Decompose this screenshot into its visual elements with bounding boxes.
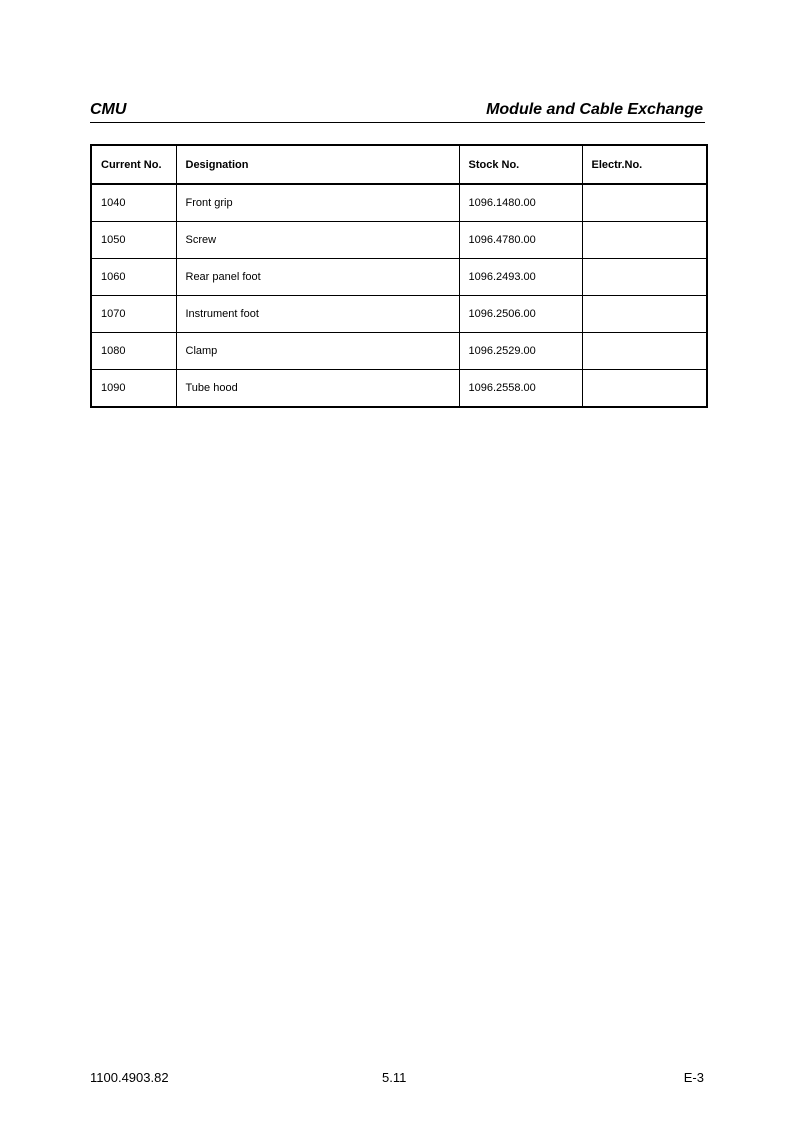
cell-electr-no <box>582 333 707 370</box>
table-row <box>91 370 707 408</box>
cell-electr-no <box>582 222 707 259</box>
table-header-row <box>91 145 707 184</box>
column-header-current-no: Current No. <box>91 145 176 184</box>
cell-designation: Screw <box>176 222 459 259</box>
cell-stock-no: 1096.1480.00 <box>459 184 582 222</box>
header-section-title: Module and Cable Exchange <box>486 101 703 118</box>
table-row <box>91 333 707 370</box>
cell-designation: Instrument foot <box>176 296 459 333</box>
cell-designation: Rear panel foot <box>176 259 459 296</box>
cell-current-no: 1050 <box>91 222 176 259</box>
table-row <box>91 259 707 296</box>
column-header-electr-no: Electr.No. <box>582 145 707 184</box>
cell-electr-no <box>582 184 707 222</box>
cell-stock-no: 1096.4780.00 <box>459 222 582 259</box>
cell-stock-no: 1096.2529.00 <box>459 333 582 370</box>
cell-electr-no <box>582 296 707 333</box>
page-header <box>90 100 705 123</box>
cell-current-no: 1060 <box>91 259 176 296</box>
table-row <box>91 296 707 333</box>
cell-current-no: 1090 <box>91 370 176 408</box>
column-header-stock-no: Stock No. <box>459 145 582 184</box>
cell-stock-no: 1096.2558.00 <box>459 370 582 408</box>
header-product-name: CMU <box>90 101 127 118</box>
revision-number: 5.11 <box>382 1070 407 1085</box>
column-header-designation: Designation <box>176 145 459 184</box>
cell-designation: Clamp <box>176 333 459 370</box>
document-number: 1100.4903.82 <box>90 1070 169 1085</box>
page-footer <box>90 1070 704 1086</box>
cell-current-no: 1070 <box>91 296 176 333</box>
cell-designation: Front grip <box>176 184 459 222</box>
table-row <box>91 184 707 222</box>
cell-stock-no: 1096.2493.00 <box>459 259 582 296</box>
cell-current-no: 1080 <box>91 333 176 370</box>
parts-table <box>90 144 708 408</box>
table-row <box>91 222 707 259</box>
cell-electr-no <box>582 259 707 296</box>
cell-current-no: 1040 <box>91 184 176 222</box>
cell-stock-no: 1096.2506.00 <box>459 296 582 333</box>
cell-electr-no <box>582 370 707 408</box>
cell-designation: Tube hood <box>176 370 459 408</box>
page-number: E-3 <box>683 1070 704 1085</box>
